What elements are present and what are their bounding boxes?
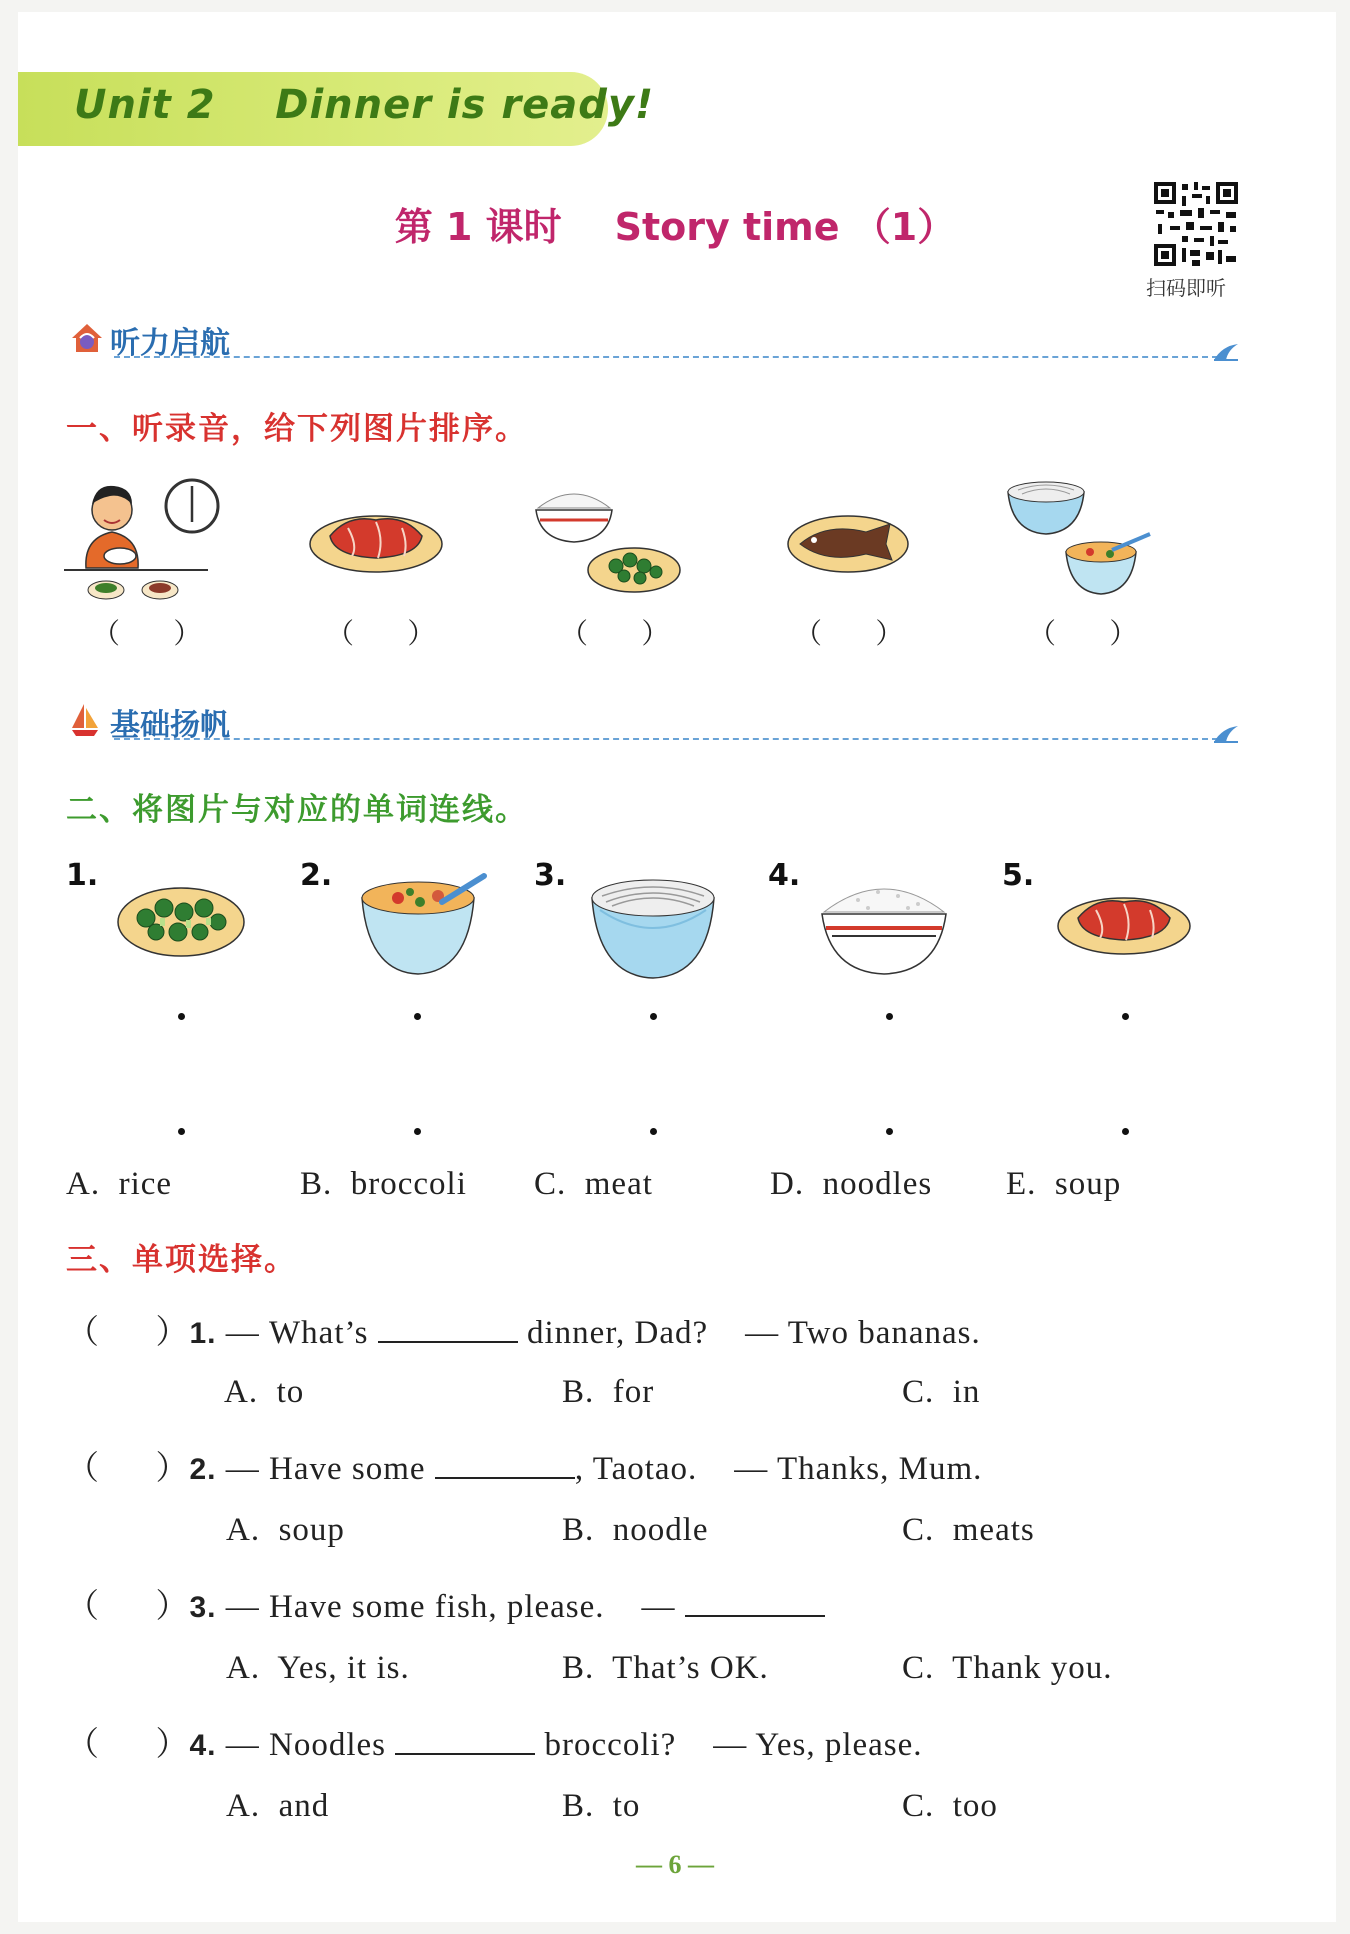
match-dot[interactable] xyxy=(886,1013,893,1020)
meat-plate-icon xyxy=(308,506,444,574)
match-dot[interactable] xyxy=(178,1128,185,1135)
answer-paren[interactable]: （ ） xyxy=(66,1727,190,1763)
option-b[interactable]: B. to xyxy=(562,1788,641,1824)
match-dot[interactable] xyxy=(178,1013,185,1020)
unit-title: Unit 2 Dinner is ready! xyxy=(74,82,655,128)
boy-eating-clock-icon xyxy=(62,468,222,608)
unit-banner xyxy=(18,72,655,146)
answer-paren[interactable]: （ ） xyxy=(1028,617,1138,650)
fish-plate-icon xyxy=(786,510,910,576)
question-3 xyxy=(66,1580,825,1627)
option-a[interactable]: A. Yes, it is. xyxy=(226,1650,410,1686)
wave-icon xyxy=(1212,722,1240,744)
question-2 xyxy=(66,1442,982,1489)
match-dot[interactable] xyxy=(414,1013,421,1020)
answer-paren[interactable]: （ ） xyxy=(560,617,670,650)
noodles-and-soup-icon xyxy=(1004,474,1154,606)
match-dot[interactable] xyxy=(886,1128,893,1135)
question-number: 4. xyxy=(189,1729,217,1762)
option-a[interactable]: A. and xyxy=(226,1788,330,1824)
option-b[interactable]: B. for xyxy=(562,1374,655,1410)
qr-caption: 扫码即听 xyxy=(1146,276,1226,300)
section-label: 听力启航 xyxy=(110,326,230,361)
answer-paren[interactable]: （ ） xyxy=(794,617,904,650)
answer-blank[interactable] xyxy=(378,1315,518,1343)
answer-paren[interactable]: （ ） xyxy=(66,1451,190,1487)
match-dot[interactable] xyxy=(414,1128,421,1135)
option-c[interactable]: C. meats xyxy=(902,1512,1035,1548)
option-a[interactable]: A. to xyxy=(224,1374,305,1410)
item-number: 3. xyxy=(534,858,567,893)
q1-instruction: 一、听录音，给下列图片排序。 xyxy=(66,411,528,447)
soup-bowl-icon xyxy=(358,872,490,978)
answer-paren[interactable]: （ ） xyxy=(66,1315,190,1351)
meat-plate-icon xyxy=(1056,888,1192,958)
qr-code-icon[interactable] xyxy=(1152,180,1240,268)
section-divider xyxy=(114,356,1218,358)
word-option: D. noodles xyxy=(770,1166,933,1202)
answer-blank[interactable] xyxy=(435,1451,575,1479)
section-divider xyxy=(114,738,1218,740)
section-label: 基础扬帆 xyxy=(110,708,230,743)
answer-paren[interactable]: （ ） xyxy=(326,617,436,650)
option-c[interactable]: C. too xyxy=(902,1788,998,1824)
question-text: broccoli? — Yes, please. xyxy=(535,1727,923,1763)
rice-and-broccoli-icon xyxy=(534,478,682,596)
noodles-bowl-icon xyxy=(590,876,716,980)
question-4 xyxy=(66,1718,923,1765)
lesson-title: 第 1 课时 Story time （1） xyxy=(394,205,956,249)
answer-blank[interactable] xyxy=(685,1589,825,1617)
option-a[interactable]: A. soup xyxy=(226,1512,345,1548)
answer-paren[interactable]: （ ） xyxy=(66,1589,190,1625)
page-number: — 6 — xyxy=(636,1850,714,1879)
question-number: 3. xyxy=(189,1591,217,1624)
question-text: — Have some fish, please. — xyxy=(216,1589,685,1625)
section-basics xyxy=(70,700,1240,743)
word-option: E. soup xyxy=(1006,1166,1122,1202)
item-number: 4. xyxy=(768,858,801,893)
q2-instruction: 二、将图片与对应的单词连线。 xyxy=(66,792,528,828)
option-c[interactable]: C. in xyxy=(902,1374,981,1410)
question-text: dinner, Dad? — Two bananas. xyxy=(517,1315,981,1351)
question-text: — Noodles xyxy=(216,1727,396,1763)
answer-paren[interactable]: （ ） xyxy=(92,617,202,650)
question-1 xyxy=(66,1306,981,1353)
item-number: 2. xyxy=(300,858,333,893)
match-dot[interactable] xyxy=(1122,1013,1129,1020)
question-text: — What’s xyxy=(216,1315,378,1351)
wave-icon xyxy=(1212,340,1240,362)
option-b[interactable]: B. That’s OK. xyxy=(562,1650,769,1686)
question-number: 1. xyxy=(189,1317,217,1350)
question-text: — Have some xyxy=(216,1451,435,1487)
item-number: 1. xyxy=(66,858,99,893)
question-text: , Taotao. — Thanks, Mum. xyxy=(574,1451,983,1487)
word-option: B. broccoli xyxy=(300,1166,467,1202)
word-option: C. meat xyxy=(534,1166,653,1202)
question-number: 2. xyxy=(189,1453,217,1486)
q3-instruction: 三、单项选择。 xyxy=(66,1242,297,1278)
match-dot[interactable] xyxy=(1122,1128,1129,1135)
option-b[interactable]: B. noodle xyxy=(562,1512,709,1548)
word-option: A. rice xyxy=(66,1166,173,1202)
match-dot[interactable] xyxy=(650,1013,657,1020)
section-listening xyxy=(70,318,1240,361)
answer-blank[interactable] xyxy=(395,1727,535,1755)
rice-bowl-icon xyxy=(818,872,950,978)
option-c[interactable]: C. Thank you. xyxy=(902,1650,1113,1686)
match-dot[interactable] xyxy=(650,1128,657,1135)
sailboat-icon xyxy=(70,702,100,738)
item-number: 5. xyxy=(1002,858,1035,893)
broccoli-plate-icon xyxy=(116,878,246,960)
house-icon xyxy=(70,322,104,354)
